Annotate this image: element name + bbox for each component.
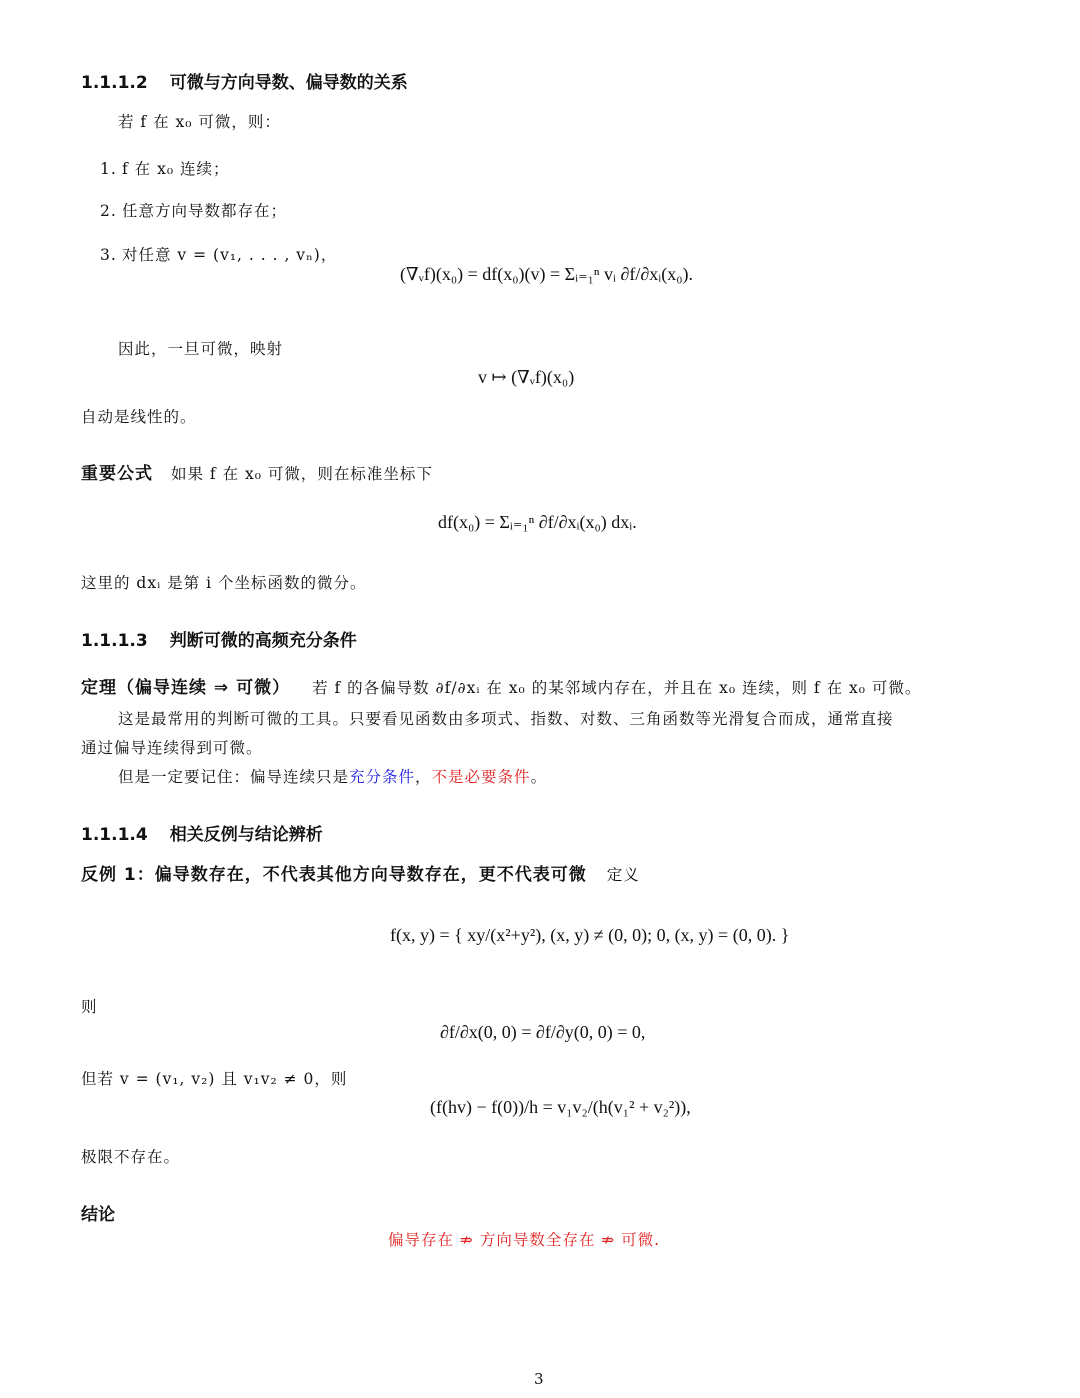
list-text: 任意方向导数都存在；: [122, 202, 288, 220]
limit-text: 极限不存在。: [81, 1148, 181, 1166]
list-item: [100, 243, 337, 265]
piecewise-function: f(x, y) = { xy/(x²+y²), (x, y) ≠ (0, 0); 0, (x, y) = (0, 0). }: [390, 925, 790, 945]
para1-line2: 通过偏导连续得到可微。: [81, 739, 263, 757]
then-text: 则: [81, 998, 98, 1016]
difference-quotient-formula: (f(hv) − f(0))/h = v₁v₂/(h(v₁² + v₂²)),: [430, 1097, 691, 1117]
linear-map-formula: v ↦ (∇ᵥf)(x₀): [478, 367, 575, 387]
counterexample-paragraph: [81, 860, 640, 885]
list-text: f 在 x₀ 连续；: [122, 160, 230, 178]
theorem-paragraph: [81, 673, 921, 698]
sufficient-condition: 充分条件: [349, 768, 416, 786]
not-necessary-condition: 不是必要条件: [431, 768, 531, 786]
important-text: 如果 f 在 x₀ 可微，则在标准坐标下: [171, 465, 433, 483]
para1-line1: 这是最常用的判断可微的工具。只要看见函数由多项式、指数、对数、三角函数等光滑复合而成，通常直接: [118, 710, 894, 728]
para2-comma: ，: [415, 768, 432, 786]
intro-text: 若 f 在 x₀ 可微，则：: [118, 113, 281, 131]
counterexample-define: 定义: [606, 866, 640, 884]
list-item: [100, 199, 287, 221]
para2-prefix: 但是一定要记住：偏导连续只是: [118, 768, 350, 786]
directional-derivative-formula: (∇ᵥf)(x₀) = df(x₀)(v) = Σᵢ₌₁ⁿ vᵢ ∂f/∂xᵢ(x₀).: [400, 264, 693, 284]
partial-derivatives-formula: ∂f/∂x(0, 0) = ∂f/∂y(0, 0) = 0,: [440, 1022, 646, 1042]
conclusion-statement: 偏导存在 ⇏ 方向导数全存在 ⇏ 可微.: [388, 1231, 661, 1249]
differential-note: 这里的 dxᵢ 是第 i 个坐标函数的微分。: [81, 574, 367, 592]
para2: [118, 765, 547, 787]
section-heading-1-1-1-3: [81, 626, 357, 651]
theorem-text: 若 f 的各偏导数 ∂f/∂xᵢ 在 x₀ 的某邻域内存在，并且在 x₀ 连续，则 f 在 x₀ 可微。: [312, 679, 922, 697]
important-label: 重要公式: [81, 464, 153, 484]
section-number: 1.1.1.2: [81, 73, 148, 93]
linear-text: 自动是线性的。: [81, 408, 197, 426]
section-title: 可微与方向导数、偏导数的关系: [169, 73, 408, 93]
theorem-label: 定理（偏导连续 ⇒ 可微）: [81, 678, 291, 698]
list-item: [100, 157, 229, 179]
section-heading-1-1-1-4: [81, 820, 323, 845]
section-heading-1-1-1-2: [81, 68, 408, 93]
section-title: 相关反例与结论辨析: [169, 825, 323, 845]
but-if-text: 但若 v = (v₁, v₂) 且 v₁v₂ ≠ 0，则: [81, 1070, 348, 1088]
section-number: 1.1.1.4: [81, 825, 148, 845]
section-title: 判断可微的高频充分条件: [169, 631, 357, 651]
page-number: 3: [534, 1370, 544, 1388]
list-text: 对任意 v = (v₁, . . . , vₙ)，: [122, 246, 338, 264]
list-number: 1.: [100, 160, 117, 178]
list-number: 3.: [100, 246, 117, 264]
list-number: 2.: [100, 202, 117, 220]
hence-text: 因此，一旦可微，映射: [118, 340, 284, 358]
conclusion-label: 结论: [81, 1205, 115, 1225]
counterexample-label: 反例 1：偏导数存在，不代表其他方向导数存在，更不代表可微: [81, 865, 587, 885]
para2-end: 。: [530, 768, 548, 786]
section-number: 1.1.1.3: [81, 631, 148, 651]
important-formula-paragraph: [81, 459, 433, 484]
differential-formula: df(x₀) = Σᵢ₌₁ⁿ ∂f/∂xᵢ(x₀) dxᵢ.: [438, 512, 637, 532]
